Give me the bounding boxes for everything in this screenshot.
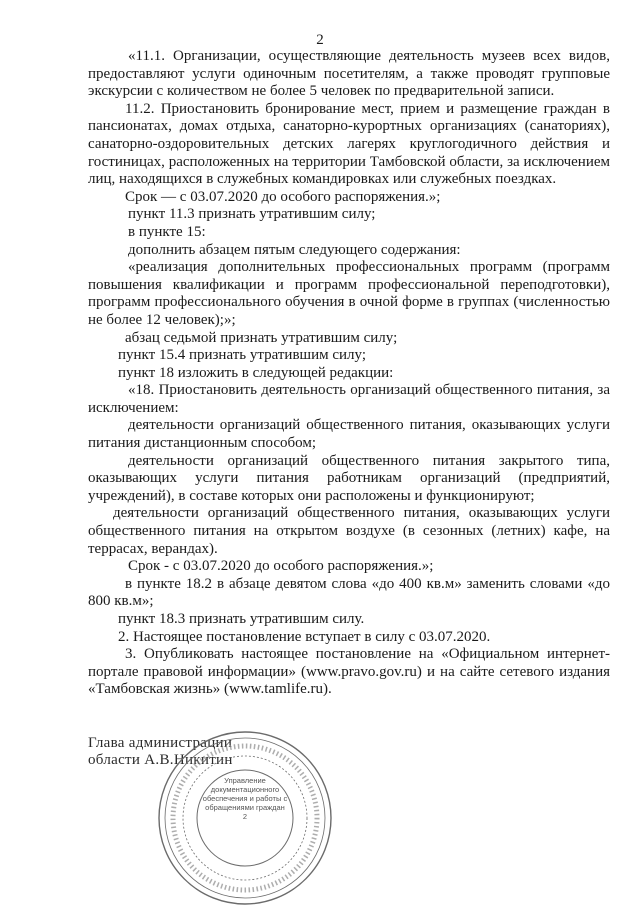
paragraph: в пункте 15: — [128, 223, 206, 240]
signature-name: области А.В.Никитин — [88, 752, 233, 768]
signature-title: Глава администрации — [88, 735, 233, 751]
paragraph: 3. Опубликовать настоящее постановление на «Официальном интернет-портале правовой информации» (www.pravo.gov.ru) и на сайте сетевого издания «Тамбовская жизнь» (www.tamlife.ru). — [88, 646, 610, 698]
paragraph: дополнить абзацем пятым следующего содержания: — [128, 241, 461, 258]
seal-center-text: Управление документационного обеспечения и работы с обращениями граждан 2 — [202, 776, 288, 821]
page-number: 2 — [316, 32, 324, 48]
paragraph: деятельности организаций общественного питания закрытого типа, оказывающих услуги питания работникам организаций (предприятий, учреждений), в составе которых они расположены и функционируют; — [88, 452, 610, 504]
paragraph: пункт 18.3 признать утратившим силу. — [118, 611, 365, 627]
document-body — [88, 48, 610, 699]
paragraph: пункт 18 изложить в следующей редакции: — [118, 364, 394, 381]
paragraph: абзац седьмой признать утратившим силу; — [125, 329, 398, 346]
paragraph: в пункте 18.2 в абзаце девятом слова «до 400 кв.м» заменить словами «до 800 кв.м»; — [88, 575, 610, 610]
paragraph: деятельности организаций общественного питания, оказывающих услуги питания дистанционным способом; — [88, 417, 610, 452]
paragraph: пункт 11.3 признать утратившим силу; — [128, 206, 376, 223]
paragraph: «реализация дополнительных профессиональных программ (программ повышения квалификации и программ профессиональной переподготовки), программ профессионального обучения в очной форме в группах (численностью не более 12 человек);»; — [88, 259, 610, 328]
paragraph: деятельности организаций общественного питания, оказывающих услуги общественного питания на открытом воздухе (в сезонных (летних) кафе, на террасах, верандах). — [88, 505, 610, 557]
paragraph: 11.2. Приостановить бронирование мест, прием и размещение граждан в пансионатах, домах отдыха, санаторно-курортных организациях (санаториях), санаторно-оздоровительных детских лагерях круглогодичного действия и гостиницах, расположенных на территории Тамбовской области, за исключением лиц, находящихся в служебных командировках или служебных поездках. — [88, 100, 610, 188]
paragraph: «18. Приостановить деятельность организаций общественного питания, за исключением: — [88, 382, 610, 416]
paragraph: Срок — с 03.07.2020 до особого распоряжения.»; — [125, 188, 441, 205]
paragraph: 2. Настоящее постановление вступает в силу с 03.07.2020. — [118, 628, 491, 645]
paragraph: «11.1. Организации, осуществляющие деятельность музеев всех видов, предоставляют услуги одиночным посетителям, а также проводят групповые экскурсии с количеством не более 5 человек по предварительной записи. — [88, 48, 610, 100]
paragraph: пункт 15.4 признать утратившим силу; — [118, 347, 367, 364]
paragraph: Срок - с 03.07.2020 до особого распоряжения.»; — [128, 558, 434, 575]
official-seal — [155, 728, 335, 908]
